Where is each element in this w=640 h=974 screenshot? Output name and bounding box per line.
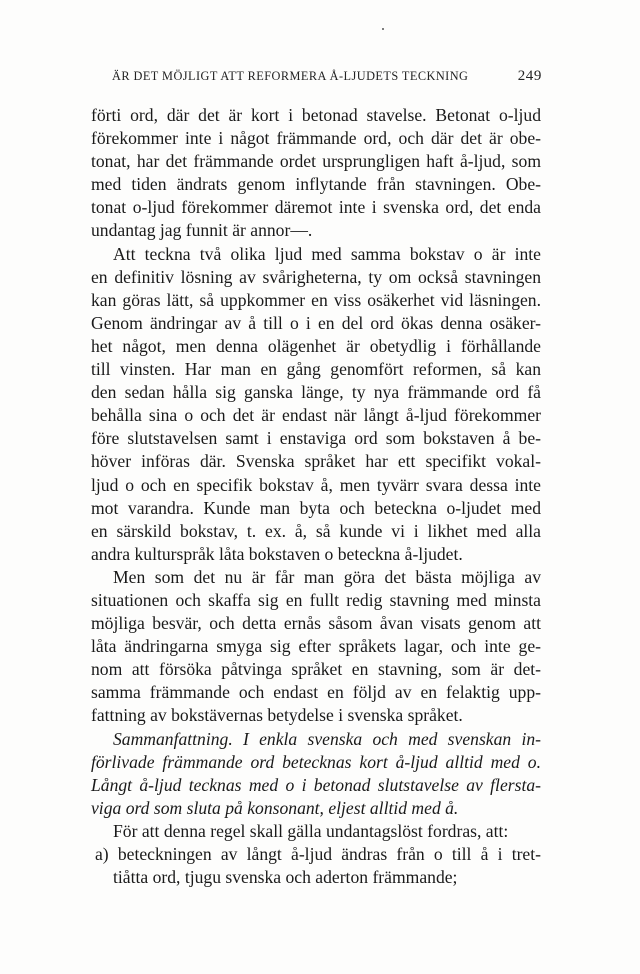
text-line: kan göras lätt, så uppkommer en viss osäkerhet vid läsningen. xyxy=(91,289,541,310)
summary-line: viga ord som sluta på konsonant, eljest alltid med å. xyxy=(91,797,459,818)
text-line: förekommer inte i något främmande ord, och där det är obe- xyxy=(91,128,541,149)
paragraph-first-line: Men som det nu är får man göra det bästa möjliga av xyxy=(113,566,541,587)
text-line: situationen och skaffa sig en fullt redig stavning med minsta xyxy=(91,589,541,610)
running-title: ÄR DET MÖJLIGT ATT REFORMERA Å-LJUDETS TECKNING xyxy=(112,69,469,83)
text-line: med tiden ändrats genom inflytande från stavningen. Obe- xyxy=(91,174,541,195)
paragraph-first-line: För att denna regel skall gälla undantagslöst fordras, att: xyxy=(113,820,509,841)
running-header xyxy=(112,68,542,85)
text-line: mot varandra. Kunde man byta och beteckna o-ljudet med xyxy=(91,497,541,518)
text-line: fattning av bokstävernas betydelse i svenska språket. xyxy=(91,705,463,726)
text-line: tonat o-ljud förekommer däremot inte i svenska ord, det enda xyxy=(91,197,541,218)
text-line: förti ord, där det är kort i betonad stavelse. Betonat o-ljud xyxy=(91,105,541,125)
text-line: till vinsten. Har man en gång genomfört reformen, så kan xyxy=(91,359,541,380)
list-item-a: a) beteckningen av långt å-ljud ändras från o till å i tret- xyxy=(95,844,541,864)
paragraph-first-line: Att teckna två olika ljud med samma bokstav o är inte xyxy=(113,243,541,264)
text-line: ljud o och en specifik bokstav å, men tyvärr svara dessa inte xyxy=(91,474,541,495)
text-line: den sedan hålla sig ganska länge, ty nya främmande ord få xyxy=(91,382,541,403)
text-line: nom att försöka påtvinga språket en stavning, som är det- xyxy=(91,659,541,680)
text-line: het något, men denna olägenhet är obetydlig i förhållande xyxy=(91,335,541,356)
summary-first-line: Sammanfattning. I enkla svenska och med svenskan in- xyxy=(113,728,541,749)
text-line: Genom ändringar av å till o i en del ord ökas denna osäker- xyxy=(91,312,541,333)
page-number: 249 xyxy=(517,68,542,84)
text-line: behålla sina o och det är endast när långt å-ljud förekommer xyxy=(91,405,541,426)
text-line: undantag jag funnit är annor—. xyxy=(91,220,313,241)
text-line: tonat, har det främmande ordet ursprungligen haft å-ljud, som xyxy=(91,151,541,172)
text-line: möjliga besvär, och detta ernås såsom åvan visats genom att xyxy=(91,613,541,634)
summary-line: förlivade främmande ord betecknas kort å-ljud alltid med o. xyxy=(91,751,541,772)
text-line: låta ändringarna smyga sig efter språkets lagar, och inte ge- xyxy=(91,636,541,657)
text-line: en särskild bokstav, t. ex. å, så kunde vi i likhet med alla xyxy=(91,520,541,541)
text-line: före slutstavelsen samt i enstaviga ord som bokstaven å be- xyxy=(91,428,541,449)
text-line: samma främmande och endast en följd av en felaktig upp- xyxy=(91,682,541,703)
body-text xyxy=(91,104,541,889)
text-line: en definitiv lösning av svårigheterna, ty om också stavningen xyxy=(91,266,541,287)
text-line: andra kulturspråk låta bokstaven o beteckna å-ljudet. xyxy=(91,543,463,564)
list-item-a-continuation: tiåtta ord, tjugu svenska och aderton främmande; xyxy=(113,867,458,888)
text-line: höver införas där. Svenska språket har ett specifikt vokal- xyxy=(91,451,541,472)
summary-line: Långt å-ljud tecknas med o i betonad slutstavelse av flersta- xyxy=(91,774,541,795)
paper-speck xyxy=(382,28,384,30)
